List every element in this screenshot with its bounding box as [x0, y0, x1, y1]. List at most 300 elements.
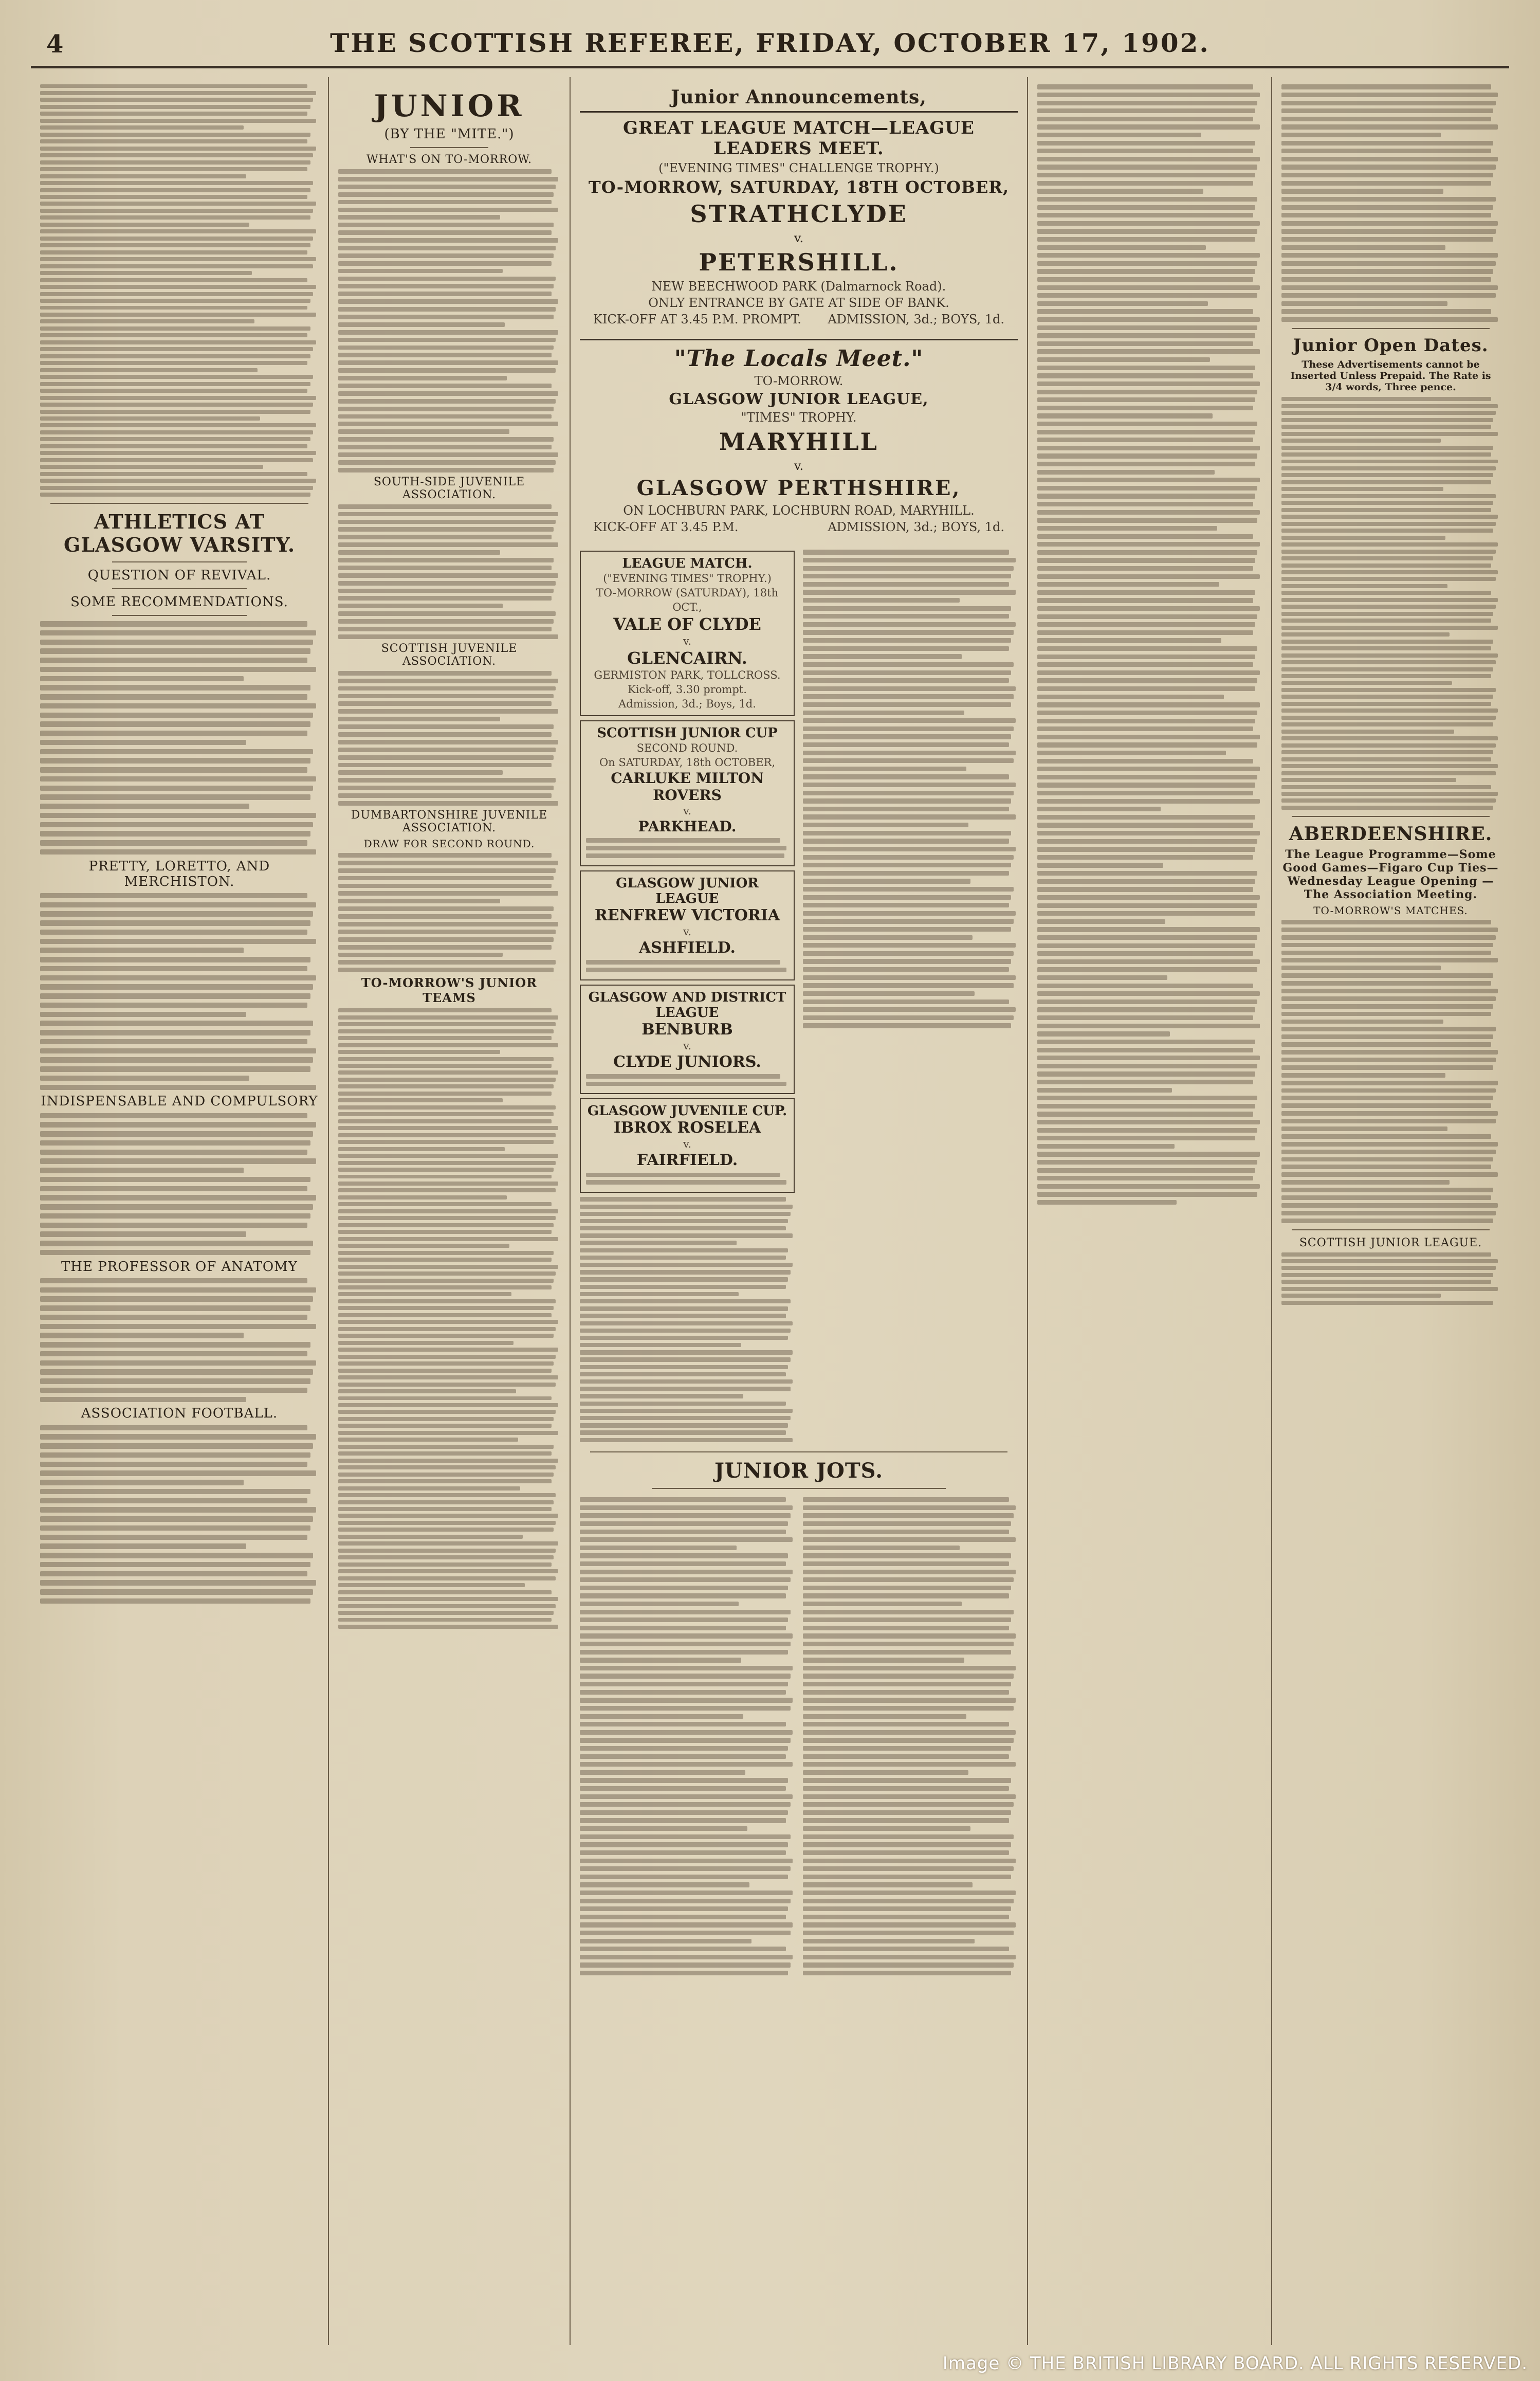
text-line [40, 911, 313, 917]
ad-kickoff: KICK-OFF AT 3.45 P.M. [593, 520, 739, 534]
text-line [338, 1216, 556, 1220]
ad-date: TO-MORROW, SATURDAY, 18TH OCTOBER, [588, 177, 1010, 197]
text-line [1037, 991, 1260, 996]
text-line [1281, 1252, 1491, 1257]
text-line [1281, 1294, 1441, 1298]
text-line [1281, 1142, 1498, 1147]
text-line [1281, 660, 1496, 664]
text-line [40, 975, 316, 981]
text-line [580, 1537, 793, 1542]
text-line [338, 322, 505, 327]
text-line [338, 1341, 514, 1345]
text-line [803, 1810, 1011, 1815]
text-line [338, 1285, 552, 1289]
text-line [338, 801, 558, 806]
text-line [580, 1365, 788, 1369]
text-line [338, 619, 554, 624]
text-line [1037, 711, 1257, 715]
text-line [1281, 285, 1498, 290]
text-line [40, 1030, 310, 1035]
text-line [338, 1597, 558, 1601]
text-line [803, 1746, 1011, 1751]
text-line [1037, 799, 1260, 804]
text-line [1037, 847, 1255, 851]
text-line [338, 445, 552, 449]
text-line [40, 133, 310, 137]
text-line [803, 919, 1014, 923]
text-line [338, 192, 554, 197]
text-line [1281, 1081, 1498, 1085]
text-line [1281, 674, 1491, 678]
text-line [803, 807, 1009, 811]
text-line [580, 1285, 786, 1289]
text-line [338, 177, 558, 181]
text-line [338, 1465, 556, 1469]
text-line [338, 1022, 556, 1026]
text-line [1281, 708, 1498, 713]
text-line [1037, 574, 1260, 579]
text-line [1037, 325, 1257, 330]
text-line [338, 368, 556, 373]
text-line [40, 703, 316, 709]
text-line [338, 1258, 552, 1262]
text-line [1037, 678, 1257, 683]
text-line [40, 292, 313, 296]
ad-date: On SATURDAY, 18th OCTOBER, [599, 756, 776, 769]
text-line [1037, 197, 1257, 202]
text-line [580, 1931, 791, 1935]
text-line [1281, 1211, 1496, 1215]
text-line [580, 1674, 791, 1678]
text-line [1281, 117, 1491, 121]
text-line [1037, 494, 1255, 498]
text-line [338, 535, 552, 539]
ad-date: TO-MORROW. [754, 374, 844, 388]
text-line [803, 1658, 964, 1662]
text-line [338, 1576, 556, 1580]
text-line [338, 1611, 554, 1615]
text-line [40, 1122, 316, 1128]
text-line [1037, 879, 1255, 884]
text-line [1281, 564, 1491, 568]
text-line [40, 621, 307, 627]
subheading-association: ASSOCIATION FOOTBALL. [81, 1406, 278, 1422]
text-line [580, 1714, 743, 1719]
text-line [338, 1424, 552, 1428]
text-line [40, 167, 307, 171]
section-title-junior: JUNIOR [374, 88, 525, 123]
text-line [1037, 1128, 1257, 1133]
text-line [1037, 943, 1255, 948]
text-line [1037, 229, 1257, 233]
divider [652, 1488, 946, 1489]
text-line [1037, 951, 1253, 956]
text-line [338, 573, 558, 578]
text-line [338, 1459, 558, 1463]
text-line [40, 188, 310, 192]
article-subtitle-recommendations: SOME RECOMMENDATIONS. [70, 594, 288, 610]
text-line [1037, 1088, 1172, 1093]
text-line [803, 943, 1016, 948]
text-line [580, 1818, 786, 1823]
text-line [803, 1866, 1014, 1871]
text-line [803, 646, 1009, 651]
text-line [1281, 93, 1498, 97]
text-line [338, 709, 558, 714]
text-line [338, 922, 558, 926]
text-line [803, 1754, 1009, 1759]
text-line [338, 1396, 552, 1401]
divider [1292, 816, 1490, 817]
text-line [40, 264, 313, 268]
text-line [803, 662, 1014, 667]
text-line [338, 1279, 554, 1283]
ad-team-home: BENBURB [641, 1020, 733, 1039]
association-report-text [338, 504, 560, 639]
ad-team-home: RENFREW VICTORIA [594, 906, 780, 924]
divider [1292, 328, 1490, 329]
text-line [1037, 397, 1255, 402]
text-line [40, 1324, 316, 1330]
text-line [1281, 133, 1441, 137]
text-line [1281, 778, 1456, 782]
text-line [1037, 277, 1253, 282]
text-line [338, 596, 552, 601]
text-line [40, 396, 316, 400]
notes-text [803, 550, 1018, 1028]
text-line [338, 437, 554, 442]
text-line [40, 1516, 313, 1522]
text-line [1037, 767, 1260, 771]
text-line [1037, 422, 1257, 426]
text-line [40, 1580, 316, 1586]
text-line [580, 1387, 791, 1391]
text-line [803, 887, 1014, 892]
text-line [1281, 480, 1491, 484]
text-line [580, 1561, 786, 1566]
text-line [1281, 1096, 1493, 1100]
text-line [40, 1351, 307, 1357]
text-line [803, 1939, 975, 1943]
text-line [338, 1078, 556, 1082]
text-line [40, 181, 313, 185]
results-listing-text [40, 84, 319, 497]
text-line [338, 1154, 558, 1158]
text-line [338, 1050, 500, 1054]
text-line [1037, 742, 1257, 747]
text-line [338, 1486, 520, 1491]
text-line [1037, 911, 1255, 916]
text-line [40, 993, 310, 999]
text-line [40, 948, 244, 953]
text-line [338, 208, 558, 212]
text-line [1281, 529, 1493, 533]
text-line [40, 215, 310, 220]
text-line [1281, 570, 1498, 574]
text-line [40, 731, 307, 736]
text-line [586, 968, 786, 972]
text-line [338, 1583, 525, 1587]
text-line [803, 1786, 1009, 1791]
text-line [580, 1730, 793, 1735]
ad-kickoff: Kick-off, 3.30 prompt. [628, 683, 747, 696]
text-line [1281, 966, 1441, 970]
text-line [803, 1962, 1014, 1967]
text-line [1281, 681, 1452, 685]
text-line [1037, 1080, 1253, 1084]
advert-ibrox-fairfield [580, 1098, 795, 1193]
text-line [1037, 646, 1257, 651]
text-line [338, 945, 552, 950]
text-line [1281, 716, 1496, 720]
text-line [338, 763, 552, 768]
text-line [40, 1360, 316, 1366]
text-line [40, 902, 316, 908]
text-line [803, 1859, 1016, 1863]
text-line [1037, 839, 1257, 844]
text-line [803, 1617, 1011, 1622]
text-line [803, 831, 1011, 835]
text-line [338, 230, 552, 235]
text-line [803, 686, 1016, 691]
text-line [40, 84, 307, 88]
text-line [1037, 1136, 1255, 1140]
text-line [1281, 989, 1498, 993]
ad-venue: NEW BEECHWOOD PARK (Dalmarnock Road). [651, 279, 946, 294]
text-line [338, 1569, 558, 1573]
text-line [1037, 1120, 1260, 1124]
text-line [40, 1003, 307, 1008]
text-line [580, 1602, 739, 1606]
text-line [580, 1233, 793, 1238]
text-line [1037, 975, 1167, 980]
text-line [803, 1971, 1011, 1975]
text-line [803, 654, 962, 659]
text-line [803, 622, 1016, 627]
text-line [338, 1590, 552, 1594]
ad-admission: Admission, 3d.; Boys, 1d. [618, 698, 756, 710]
text-line [40, 1250, 310, 1256]
gossip-text [1037, 84, 1262, 1205]
open-dates-listing [1281, 397, 1500, 810]
text-line [803, 1530, 1009, 1534]
text-line [338, 778, 556, 783]
text-line [1281, 1103, 1491, 1108]
team-lineups-text [338, 1008, 560, 1629]
text-line [338, 581, 556, 586]
text-line [338, 724, 554, 729]
text-line [338, 937, 554, 942]
text-line [1281, 1172, 1498, 1177]
southside-heading: SOUTH-SIDE JUVENILE ASSOCIATION. [373, 475, 525, 501]
ad-versus: v. [683, 805, 692, 817]
text-line [1037, 662, 1253, 667]
text-line [40, 1021, 313, 1026]
text-line [1281, 452, 1491, 457]
text-line [1281, 197, 1496, 202]
text-line [803, 574, 1011, 578]
text-line [1281, 1111, 1498, 1116]
text-line [338, 550, 500, 555]
text-line [40, 174, 246, 178]
text-line [40, 423, 316, 427]
text-line [40, 1241, 313, 1246]
text-line [803, 1955, 1016, 1959]
text-line [1281, 1150, 1496, 1154]
text-line [338, 261, 552, 266]
text-line [40, 658, 307, 663]
text-line [803, 630, 1014, 634]
text-line [40, 1195, 316, 1201]
text-line [40, 472, 307, 476]
text-line [338, 1092, 552, 1096]
text-line [1281, 501, 1493, 505]
text-line [40, 1397, 246, 1403]
text-line [803, 1642, 1014, 1646]
text-line [40, 1571, 307, 1577]
text-line [338, 1036, 552, 1040]
text-line [338, 717, 500, 721]
text-line [338, 1327, 556, 1331]
text-line [1281, 181, 1491, 186]
text-line [338, 429, 509, 434]
text-line [1281, 806, 1493, 810]
text-line [803, 1714, 966, 1719]
text-line [338, 1188, 556, 1192]
text-line [580, 1593, 786, 1598]
text-line [40, 1498, 307, 1504]
text-line [40, 1085, 316, 1090]
ad-note: ONLY ENTRANCE BY GATE AT SIDE OF BANK. [648, 296, 949, 310]
text-line [1037, 1031, 1170, 1036]
text-line [803, 702, 1011, 707]
text-line [580, 1372, 786, 1376]
text-line [580, 1586, 788, 1590]
text-line [338, 1451, 552, 1456]
text-line [40, 479, 316, 483]
text-line [1037, 630, 1253, 635]
text-line [338, 1625, 558, 1629]
text-line [40, 340, 316, 344]
text-line [1281, 785, 1491, 789]
text-line [580, 1939, 751, 1943]
text-line [580, 1754, 786, 1759]
text-line [40, 223, 249, 227]
text-line [1037, 173, 1255, 177]
text-line [1037, 550, 1257, 555]
ad-heading: LEAGUE MATCH. [622, 556, 753, 571]
text-line [338, 1175, 552, 1179]
text-line [803, 582, 1009, 587]
text-line [338, 1112, 554, 1116]
text-line [580, 1241, 737, 1245]
text-line [1037, 413, 1213, 418]
open-dates-note: These Advertisements cannot be Inserted Unless Prepaid. The Rate is 3/4 words, Three pence. [1290, 359, 1491, 393]
text-line [1281, 920, 1491, 924]
text-line [1037, 446, 1260, 450]
text-line [1281, 397, 1491, 401]
text-line [1281, 446, 1493, 450]
text-line [580, 1394, 743, 1398]
text-line [1281, 542, 1498, 547]
ad-details-text [586, 960, 789, 972]
text-line [338, 1493, 556, 1497]
text-line [580, 1650, 788, 1655]
text-line [338, 1320, 558, 1324]
text-line [40, 1489, 310, 1495]
text-line [1281, 792, 1498, 796]
text-line [580, 1746, 788, 1751]
text-line [338, 1084, 554, 1088]
text-line [1037, 895, 1260, 900]
text-line [338, 611, 556, 616]
text-line [338, 884, 552, 888]
text-line [1037, 253, 1260, 258]
text-line [1037, 582, 1219, 587]
text-line [338, 1105, 556, 1110]
junior-jots-title: JUNIOR JOTS. [714, 1458, 883, 1483]
text-line [338, 169, 552, 174]
text-line [580, 1706, 791, 1711]
text-line [1281, 508, 1491, 512]
text-line [803, 598, 960, 603]
text-line [338, 1528, 554, 1532]
text-line [40, 278, 307, 282]
jots-columns [580, 1494, 1018, 1979]
text-line [1281, 149, 1491, 153]
text-line [338, 307, 556, 312]
text-line [338, 512, 558, 517]
text-line [40, 1434, 316, 1440]
text-line [803, 983, 1014, 988]
text-line [580, 1682, 788, 1686]
continued-text [1281, 84, 1500, 322]
text-line [1281, 245, 1445, 250]
text-line [40, 1333, 244, 1338]
text-line [803, 783, 1016, 787]
text-line [1037, 558, 1255, 562]
text-line [40, 451, 316, 455]
text-line [40, 1425, 307, 1431]
text-line [1037, 1192, 1257, 1196]
ad-versus: v. [683, 635, 692, 647]
text-line [803, 1922, 1016, 1927]
text-line [1281, 973, 1493, 978]
text-line [580, 1438, 793, 1442]
text-line [1281, 460, 1498, 464]
ad-heading: "The Locals Meet." [674, 346, 924, 372]
text-line [1281, 237, 1493, 242]
text-line [1281, 253, 1498, 258]
text-line [803, 590, 1016, 594]
text-line [1037, 903, 1257, 908]
text-line [40, 966, 307, 972]
text-line [40, 1213, 310, 1219]
text-line [338, 861, 558, 865]
text-line [40, 1388, 307, 1393]
text-line [1281, 515, 1498, 519]
text-line [1037, 1048, 1253, 1052]
text-line [338, 1015, 558, 1020]
text-line [1281, 1219, 1493, 1223]
aberdeenshire-text [1281, 920, 1500, 1223]
text-line [1281, 798, 1496, 803]
text-line [1281, 619, 1491, 623]
text-line [1037, 357, 1210, 362]
text-line [338, 634, 558, 639]
text-line [1281, 84, 1491, 89]
advert-strathclyde-petershill [580, 111, 1018, 336]
